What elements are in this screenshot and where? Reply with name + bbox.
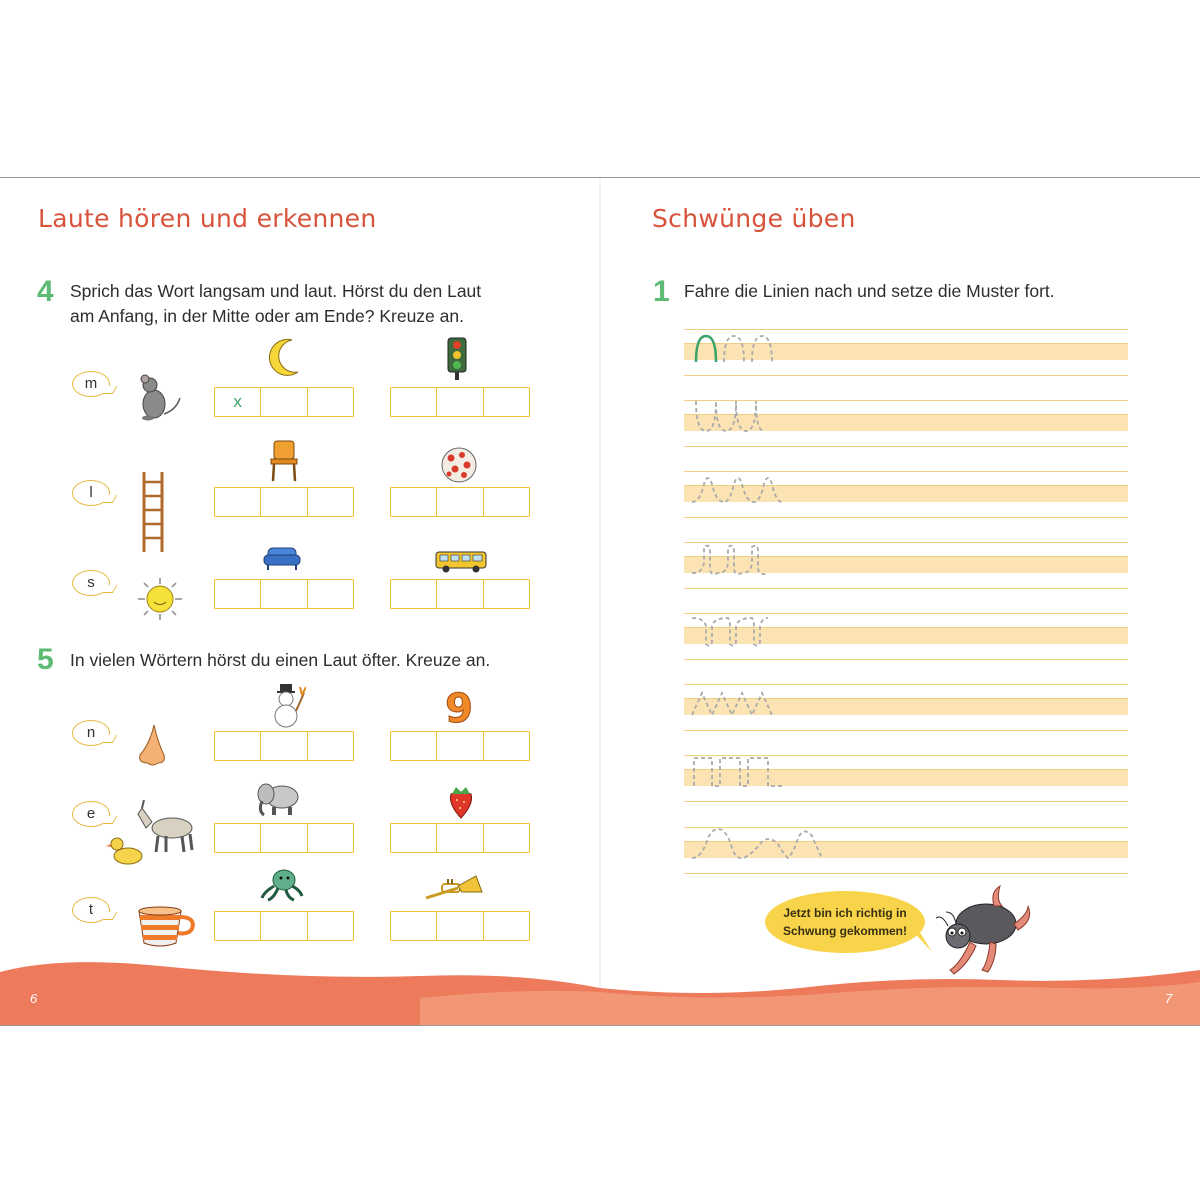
- box-end[interactable]: [484, 912, 529, 940]
- bottom-wave-band: [0, 958, 1200, 1026]
- box-middle[interactable]: [437, 912, 483, 940]
- writing-line-waves[interactable]: [684, 471, 1128, 518]
- svg-text:9: 9: [445, 686, 473, 728]
- moon-picture: [268, 338, 304, 378]
- octopus-picture: [258, 868, 304, 902]
- answer-boxes-chair[interactable]: [214, 487, 354, 517]
- loops-up-pattern: [688, 608, 808, 658]
- task-4-number: 4: [37, 275, 54, 308]
- letter-bubble-s: s: [72, 570, 110, 596]
- task-4-line-1: Sprich das Wort langsam und laut. Hörst du den Laut: [70, 281, 482, 301]
- answer-boxes-traffic-light[interactable]: [390, 387, 530, 417]
- mouse-picture: [134, 374, 184, 422]
- letter-bubble-m: m: [72, 371, 110, 397]
- box-middle[interactable]: [261, 388, 307, 416]
- task-4-instructions: [70, 279, 481, 329]
- box-start[interactable]: x: [215, 388, 261, 416]
- page-number-left: 6: [30, 991, 38, 1006]
- zigzag-pattern: [688, 679, 808, 729]
- letter-bubble-n: n: [72, 720, 110, 746]
- box-end[interactable]: [484, 580, 529, 608]
- letter-bubble-l: l: [72, 480, 110, 506]
- letter-bubble-t: t: [72, 897, 110, 923]
- box-end[interactable]: [308, 580, 353, 608]
- writing-line-cups[interactable]: [684, 400, 1128, 447]
- right-page-title: Schwünge üben: [652, 204, 856, 233]
- sun-picture: [136, 577, 184, 621]
- ball-picture: [440, 446, 478, 484]
- page-number-right: 7: [1165, 991, 1173, 1006]
- speech-bubble: [765, 891, 925, 953]
- speech-line-1: Jetzt bin ich richtig in: [783, 906, 907, 920]
- answer-boxes-sofa[interactable]: [214, 579, 354, 609]
- box-start[interactable]: [391, 912, 437, 940]
- cup-picture: [136, 905, 198, 949]
- box-end[interactable]: [484, 488, 529, 516]
- gutter: [599, 178, 601, 1025]
- elephant-picture: [256, 781, 300, 817]
- ladder-picture: [140, 470, 166, 554]
- answer-boxes-bus[interactable]: [390, 579, 530, 609]
- loops-down-pattern: [688, 537, 808, 587]
- box-end[interactable]: [484, 732, 529, 760]
- bus-picture: [434, 550, 488, 574]
- trumpet-picture: [424, 874, 488, 904]
- chair-picture: [268, 439, 300, 483]
- answer-boxes-elephant[interactable]: [214, 823, 354, 853]
- answer-boxes-snowman[interactable]: [214, 731, 354, 761]
- box-end[interactable]: [308, 732, 353, 760]
- squares-pattern: [688, 750, 808, 800]
- box-start[interactable]: [391, 488, 437, 516]
- writing-line-loops-down[interactable]: [684, 542, 1128, 589]
- box-end[interactable]: [308, 488, 353, 516]
- box-middle[interactable]: [437, 732, 483, 760]
- box-start[interactable]: [215, 912, 261, 940]
- writing-line-loops-up[interactable]: [684, 613, 1128, 660]
- writing-line-squares[interactable]: [684, 755, 1128, 802]
- box-start[interactable]: [215, 580, 261, 608]
- box-middle[interactable]: [261, 912, 307, 940]
- strawberry-picture: [446, 784, 476, 820]
- book-spread: [0, 177, 1200, 1026]
- waves-pattern: [688, 466, 808, 516]
- speech-line-2: Schwung gekommen!: [782, 924, 907, 938]
- box-end[interactable]: [484, 824, 529, 852]
- answer-boxes-ball[interactable]: [390, 487, 530, 517]
- task-4-line-2: am Anfang, in der Mitte oder am Ende? Kreuze an.: [70, 306, 464, 326]
- snowman-picture: [270, 683, 306, 729]
- writing-line-arches[interactable]: [684, 329, 1128, 376]
- nine-picture: [444, 686, 474, 728]
- answer-boxes-nine[interactable]: [390, 731, 530, 761]
- left-page-title: Laute hören und erkennen: [38, 204, 377, 233]
- nose-picture: [136, 723, 168, 769]
- answer-boxes-octopus[interactable]: [214, 911, 354, 941]
- big-waves-pattern: [688, 822, 828, 872]
- box-middle[interactable]: [437, 488, 483, 516]
- box-start[interactable]: [391, 388, 437, 416]
- box-end[interactable]: [308, 388, 353, 416]
- box-middle[interactable]: [437, 824, 483, 852]
- answer-boxes-moon[interactable]: [214, 387, 354, 417]
- task-5-instructions: In vielen Wörtern hörst du einen Laut öfter. Kreuze an.: [70, 650, 491, 670]
- writing-line-big-waves[interactable]: [684, 827, 1128, 874]
- box-middle[interactable]: [437, 580, 483, 608]
- box-middle[interactable]: [437, 388, 483, 416]
- traffic-light-picture: [442, 336, 472, 380]
- box-middle[interactable]: [261, 580, 307, 608]
- writing-line-zigzag[interactable]: [684, 684, 1128, 731]
- answer-boxes-trumpet[interactable]: [390, 911, 530, 941]
- task-1-instructions: Fahre die Linien nach und setze die Muster fort.: [684, 281, 1055, 301]
- donkey-and-duck-picture: [106, 800, 200, 872]
- task-1-number: 1: [653, 275, 670, 308]
- box-start[interactable]: [391, 580, 437, 608]
- box-start[interactable]: [391, 824, 437, 852]
- box-middle[interactable]: [261, 732, 307, 760]
- arches-pattern: [688, 324, 808, 374]
- box-middle[interactable]: [261, 824, 307, 852]
- answer-boxes-strawberry[interactable]: [390, 823, 530, 853]
- box-start[interactable]: [215, 824, 261, 852]
- box-end[interactable]: [484, 388, 529, 416]
- box-middle[interactable]: [261, 488, 307, 516]
- box-start[interactable]: [215, 488, 261, 516]
- box-end[interactable]: [308, 912, 353, 940]
- sofa-picture: [262, 545, 302, 571]
- cups-pattern: [688, 395, 808, 445]
- box-start[interactable]: [391, 732, 437, 760]
- box-start[interactable]: [215, 732, 261, 760]
- task-5-number: 5: [37, 643, 54, 676]
- box-end[interactable]: [308, 824, 353, 852]
- letter-bubble-e: e: [72, 801, 110, 827]
